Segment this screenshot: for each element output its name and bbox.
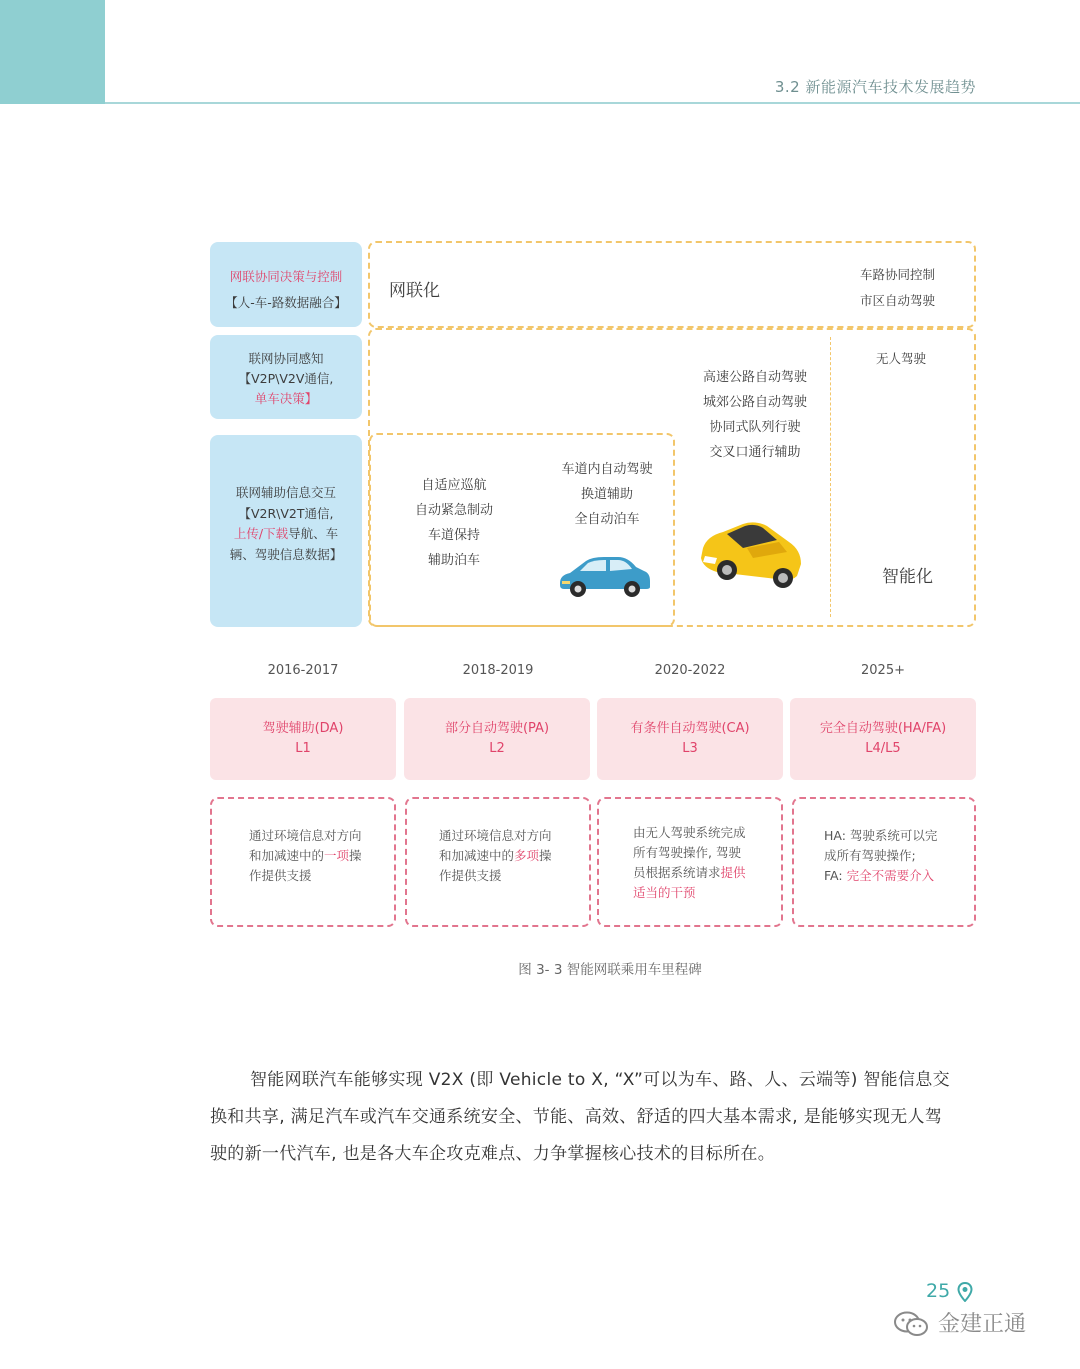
level-card-l4 — [790, 698, 976, 780]
upload-download-text: 上传/下载 — [233, 526, 289, 541]
header-color-block — [0, 0, 105, 104]
desc-l4-line1: HA: 驾驶系统可以完 — [824, 828, 938, 843]
desc-card-l1 — [210, 797, 396, 927]
year-l1: 2016-2017 — [267, 663, 339, 678]
desc-l4-line2: 成所有驾驶操作; — [824, 848, 916, 863]
l2-feature-list-2 — [552, 457, 662, 532]
figure-caption: 图 3- 3 智能网联乘用车里程碑 — [518, 962, 702, 978]
level-code-l3: L3 — [682, 741, 698, 756]
level-card-l2 — [404, 698, 590, 780]
lane-change-assist-text: 换道辅助 — [580, 487, 633, 502]
coop-control-text: 车路协同控制 — [860, 267, 936, 282]
desc-l1-line2a: 和加减速中的 — [249, 848, 325, 863]
left-box-info-line3 — [210, 524, 362, 545]
level-name-l4: 完全自动驾驶(HA/FA) — [819, 721, 947, 736]
desc-card-l3 — [597, 797, 783, 927]
left-box-decision-sub: 【人-车-路数据融合】 — [225, 295, 347, 310]
l3-feature-list — [695, 365, 815, 465]
desc-l3-line1: 由无人驾驶系统完成 — [633, 825, 746, 840]
driverless-text: 无人驾驶 — [876, 351, 927, 366]
year-l4: 2025+ — [861, 663, 905, 678]
level-card-l1 — [210, 698, 396, 780]
blue-car-icon — [556, 553, 652, 601]
in-lane-driving-text: 车道内自动驾驶 — [561, 462, 653, 477]
desc-l1-line1: 通过环境信息对方向 — [249, 828, 362, 843]
header-rule — [105, 102, 1080, 104]
highway-driving-text: 高速公路自动驾驶 — [702, 370, 807, 385]
desc-l3-highlight: 提供 — [720, 865, 746, 880]
level-card-l3 — [597, 698, 783, 780]
suburban-driving-text: 城郊公路自动驾驶 — [702, 395, 807, 410]
park-assist-text: 辅助泊车 — [427, 553, 480, 568]
auto-parking-text: 全自动泊车 — [574, 512, 640, 527]
adaptive-cruise-text: 自适应巡航 — [421, 478, 487, 493]
desc-l1-line2 — [249, 846, 362, 866]
para-line3: 驶的新一代汽车, 也是各大车企攻克难点、力争掌握核心技术的目标所在。 — [210, 1144, 776, 1164]
aeb-text: 自动紧急制动 — [414, 503, 493, 518]
wechat-icon — [893, 1310, 929, 1338]
desc-l1-line3: 作提供支援 — [249, 868, 312, 883]
left-box-perception-title: 联网协同感知 — [248, 351, 324, 366]
desc-l2-highlight: 多项 — [514, 848, 540, 863]
left-box-perception-red: 单车决策】 — [254, 391, 318, 406]
year-l2: 2018-2019 — [462, 663, 534, 678]
desc-l4-line3 — [824, 866, 937, 886]
desc-card-l4 — [792, 797, 976, 927]
desc-l3-line2: 所有驾驶操作, 驾驶 — [633, 845, 741, 860]
desc-l1-line2c: 操 — [349, 848, 362, 863]
chapter-title: 3.2 新能源汽车技术发展趋势 — [774, 78, 976, 96]
level-code-l4: L4/L5 — [865, 741, 901, 756]
networking-right-list — [860, 262, 935, 314]
left-box-info-exchange — [210, 435, 362, 627]
left-box-decision — [210, 242, 362, 327]
desc-l2-line2 — [439, 846, 552, 866]
level-name-l3: 有条件自动驾驶(CA) — [630, 721, 750, 736]
urban-driving-text: 市区自动驾驶 — [860, 293, 936, 308]
yellow-car-icon — [697, 518, 805, 592]
networking-title: 网联化 — [389, 281, 440, 301]
body-paragraph — [210, 1062, 1000, 1173]
location-pin-icon — [957, 1282, 973, 1302]
desc-l3-line4: 适当的干预 — [633, 885, 696, 900]
para-line1: 智能网联汽车能够实现 V2X (即 Vehicle to X, “X”可以为车、路、人、云端等) 智能信息交 — [250, 1070, 950, 1090]
left-box-info-line4: 辆、驾驶信息数据】 — [229, 546, 343, 562]
desc-l1-highlight: 一项 — [324, 848, 350, 863]
desc-card-l2 — [405, 797, 591, 927]
level-name-l1: 驾驶辅助(DA) — [262, 721, 344, 736]
desc-l3-line3 — [633, 863, 746, 883]
desc-l4-line3a: FA: — [824, 868, 847, 883]
para-line2: 换和共享, 满足汽车或汽车交通系统安全、节能、高效、舒适的四大基本需求, 是能够实现无人驾 — [210, 1107, 943, 1127]
left-box-decision-title: 网联协同决策与控制 — [229, 269, 343, 284]
left-box-perception — [210, 335, 362, 419]
level-name-l2: 部分自动驾驶(PA) — [444, 721, 550, 736]
watermark-text: 金建正通 — [938, 1312, 1027, 1337]
intelligence-title: 智能化 — [882, 567, 933, 587]
desc-l2-line2c: 操 — [539, 848, 552, 863]
l3-l4-divider — [830, 337, 831, 617]
level-code-l1: L1 — [295, 741, 311, 756]
left-box-perception-sub: 【V2P\V2V通信, — [238, 371, 334, 386]
intersection-assist-text: 交叉口通行辅助 — [709, 445, 801, 460]
level-code-l2: L2 — [489, 741, 505, 756]
desc-l4-highlight: 完全不需要介入 — [846, 868, 935, 883]
page-number: 25 — [926, 1280, 951, 1302]
desc-l2-line3: 作提供支援 — [439, 868, 502, 883]
platooning-text: 协同式队列行驶 — [709, 420, 801, 435]
left-box-info-title: 联网辅助信息交互 — [235, 485, 336, 500]
left-box-info-line3-rest: 导航、车 — [288, 526, 339, 541]
desc-l2-line2a: 和加减速中的 — [439, 848, 515, 863]
lane-keep-text: 车道保持 — [427, 528, 480, 543]
l2-feature-list-1 — [405, 473, 503, 573]
desc-l2-line1: 通过环境信息对方向 — [439, 828, 552, 843]
left-box-info-sub: 【V2R\V2T通信, — [238, 505, 334, 521]
desc-l3-line3a: 员根据系统请求 — [633, 865, 721, 880]
year-l3: 2020-2022 — [654, 663, 726, 678]
